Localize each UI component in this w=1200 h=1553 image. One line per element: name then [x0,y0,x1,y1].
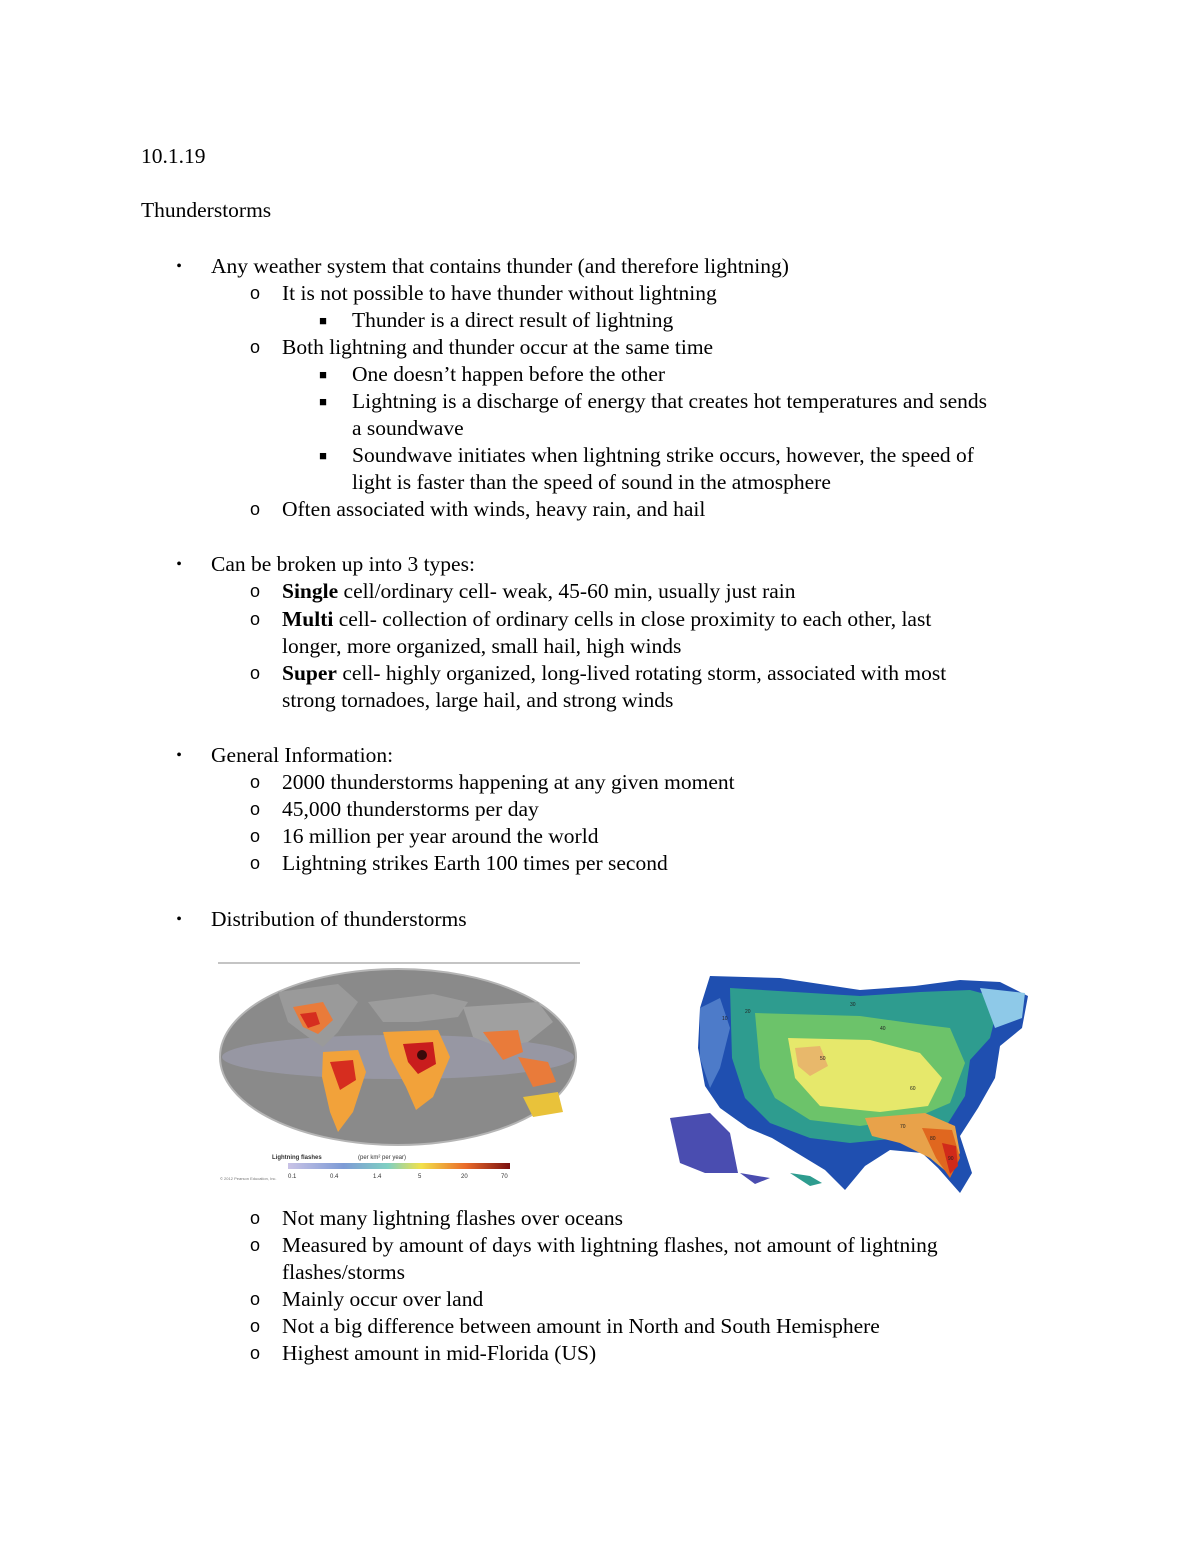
hawaii [790,1173,822,1186]
figure-copyright: © 2012 Pearson Education, Inc. [220,1176,277,1181]
contour-label: 90 [948,1156,954,1162]
bullet-level2: o [249,609,260,629]
legend-tick: 1.4 [373,1174,382,1180]
bullet-level1: • [176,747,182,764]
alaska-aleutians [740,1173,770,1184]
list-item: General Information: [211,743,394,767]
bullet-level3: ■ [319,313,327,328]
list-item: 16 million per year around the world [282,824,599,848]
legend-title: Lightning flashes [272,1155,322,1161]
contour-label: 40 [880,1026,886,1032]
alaska [670,1113,738,1173]
list-item: 45,000 thunderstorms per day [282,797,539,821]
list-item-continuation: longer, more organized, small hail, high winds [282,634,682,658]
bullet-level2: o [249,1289,260,1309]
list-item: Both lightning and thunder occur at the same time [282,335,714,359]
bullet-level2: o [249,853,260,873]
type-name: Single [282,579,339,603]
list-item [282,660,946,687]
list-item: Can be broken up into 3 types: [211,552,475,576]
type-description: cell/ordinary cell- weak, 45-60 min, usually just rain [338,579,796,603]
contour-label: 10 [722,1016,728,1022]
list-item-continuation: strong tornadoes, large hail, and strong winds [282,688,674,712]
list-item: One doesn’t happen before the other [352,362,666,386]
contour-label: 30 [850,1002,856,1008]
list-item [282,578,796,605]
bullet-level1: • [176,258,182,275]
list-item: Measured by amount of days with lightning flashes, not amount of lightning [282,1233,938,1257]
bullet-level2: o [249,1235,260,1255]
date: 10.1.19 [141,144,206,168]
contour-label: 70 [900,1124,906,1130]
list-item-continuation: light is faster than the speed of sound in the atmosphere [352,470,831,494]
bullet-level1: • [176,911,182,928]
bullet-level3: ■ [319,367,327,382]
bullet-level3: ■ [319,394,327,409]
world-lightning-map [218,962,580,1184]
bullet-level1: • [176,556,182,573]
bullet-level2: o [249,283,260,303]
bullet-level2: o [249,799,260,819]
list-item: Soundwave initiates when lightning strike occurs, however, the speed of [352,443,974,467]
list-item: Thunder is a direct result of lightning [352,308,674,332]
list-item-continuation: flashes/storms [282,1260,406,1284]
bullet-level2: o [249,581,260,601]
bullet-level3: ■ [319,448,327,463]
bullet-level2: o [249,1208,260,1228]
list-item: Mainly occur over land [282,1287,484,1311]
list-item [282,606,931,633]
contour-label: 80 [930,1136,936,1142]
list-item: Distribution of thunderstorms [211,907,467,931]
type-description: cell- highly organized, long-lived rotating storm, associated with most [336,661,947,685]
list-item: 2000 thunderstorms happening at any given moment [282,770,735,794]
type-description: cell- collection of ordinary cells in close proximity to each other, last [333,607,932,631]
type-name: Super [282,661,337,685]
contour-label: 60 [910,1086,916,1092]
bullet-level2: o [249,1343,260,1363]
list-item: Lightning is a discharge of energy that creates hot temperatures and sends [352,389,988,413]
list-item: Any weather system that contains thunder (and therefore lightning) [211,254,789,278]
legend-tick: 20 [461,1174,468,1180]
legend-tick: 0.1 [288,1174,297,1180]
bullet-level2: o [249,337,260,357]
contour-label: 20 [745,1009,751,1015]
bullet-level2: o [249,826,260,846]
list-item: Not many lightning flashes over oceans [282,1206,623,1230]
list-item: Often associated with winds, heavy rain, and hail [282,497,706,521]
legend-color-bar [288,1163,510,1169]
type-name: Multi [282,607,334,631]
list-item: Highest amount in mid-Florida (US) [282,1341,597,1365]
list-item-continuation: a soundwave [352,416,464,440]
list-item: It is not possible to have thunder without lightning [282,281,717,305]
page-title: Thunderstorms [141,198,272,222]
legend-units: (per km² per year) [358,1155,407,1161]
bullet-level2: o [249,663,260,683]
bullet-level2: o [249,499,260,519]
list-item: Lightning strikes Earth 100 times per second [282,851,668,875]
legend-tick: 5 [418,1174,422,1180]
us-thunderstorm-days-map [660,968,1032,1200]
contour-label: 50 [820,1056,826,1062]
legend-tick: 70 [501,1174,508,1180]
bullet-level2: o [249,772,260,792]
legend-tick: 0.4 [330,1174,339,1180]
list-item: Not a big difference between amount in North and South Hemisphere [282,1314,880,1338]
bullet-level2: o [249,1316,260,1336]
congo-maximum [417,1050,427,1060]
